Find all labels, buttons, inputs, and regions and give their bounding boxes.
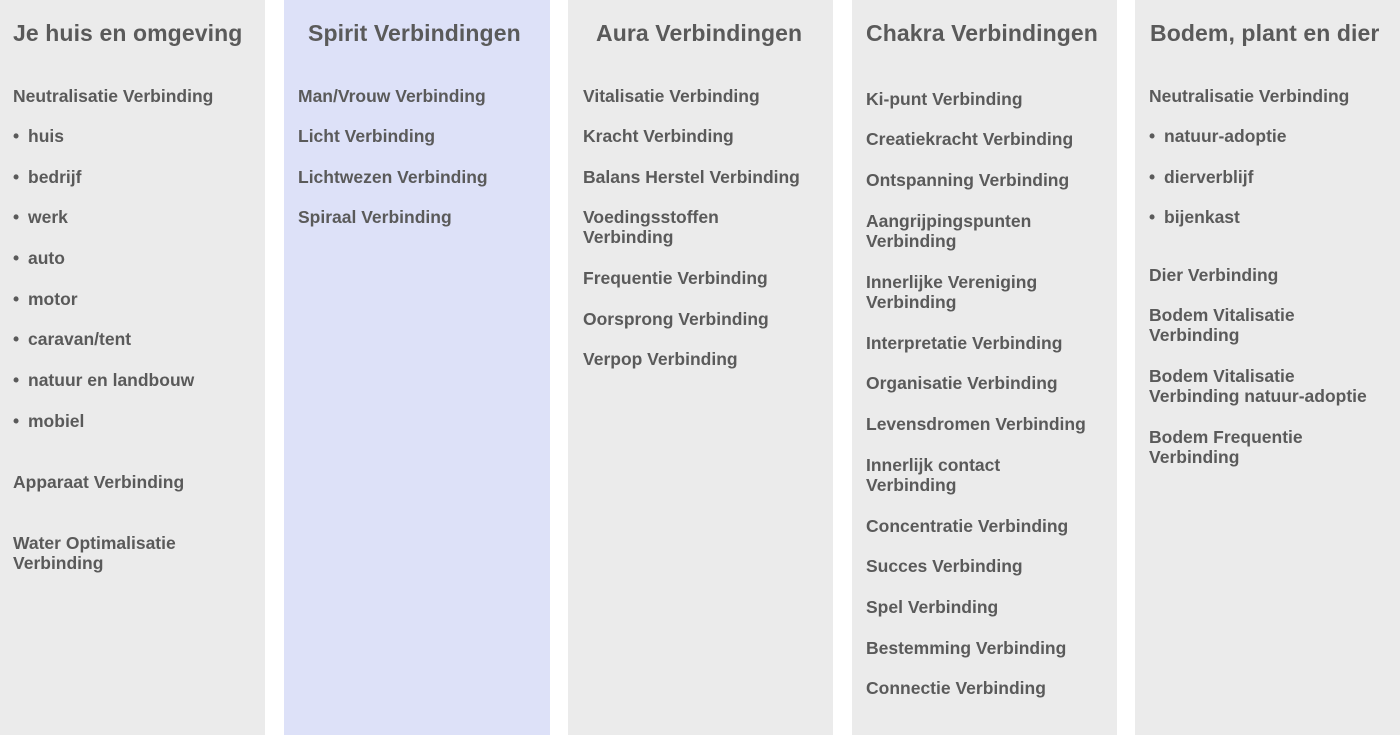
column-huis-omgeving — [0, 0, 265, 735]
menu-item-water-optimalisatie[interactable]: Water Optimalisatie Verbinding — [13, 533, 176, 573]
column-aura — [568, 0, 833, 735]
menu-item-bestemming[interactable]: Bestemming Verbinding — [866, 638, 1067, 658]
column-bodem-plant-dier — [1135, 0, 1400, 735]
column-title[interactable]: Bodem, plant en dier — [1150, 20, 1380, 46]
menu-item-innerlijk-contact[interactable]: Innerlijk contact Verbinding — [866, 455, 1001, 495]
menu-item-concentratie[interactable]: Concentratie Verbinding — [866, 516, 1069, 536]
column-title[interactable]: Chakra Verbindingen — [866, 20, 1098, 46]
menu-item-balans-herstel[interactable]: Balans Herstel Verbinding — [583, 167, 800, 187]
menu-item-kracht[interactable]: Kracht Verbinding — [583, 126, 734, 146]
menu-item-neutralisatie[interactable]: Neutralisatie Verbinding — [1149, 86, 1350, 106]
menu-item-dier[interactable]: Dier Verbinding — [1149, 265, 1279, 285]
menu-item-interpretatie[interactable]: Interpretatie Verbinding — [866, 333, 1063, 353]
menu-item-bodem-vitalisatie-natuur-adoptie[interactable]: Bodem Vitalisatie Verbinding natuur-adoptie — [1149, 366, 1367, 406]
menu-item-connectie[interactable]: Connectie Verbinding — [866, 678, 1046, 698]
menu-item-aangrijpingspunten[interactable]: Aangrijpingspunten Verbinding — [866, 211, 1032, 251]
menu-item-bodem-vitalisatie[interactable]: Bodem Vitalisatie Verbinding — [1149, 305, 1295, 345]
column-title[interactable]: Je huis en omgeving — [13, 20, 243, 46]
menu-item-oorsprong[interactable]: Oorsprong Verbinding — [583, 309, 769, 329]
menu-item-licht[interactable]: Licht Verbinding — [298, 126, 436, 146]
menu-item-bijenkast[interactable]: • bijenkast — [1149, 207, 1240, 227]
menu-item-organisatie[interactable]: Organisatie Verbinding — [866, 373, 1058, 393]
menu-item-mobiel[interactable]: • mobiel — [13, 411, 84, 431]
menu-item-bodem-frequentie[interactable]: Bodem Frequentie Verbinding — [1149, 427, 1303, 467]
menu-item-ki-punt[interactable]: Ki-punt Verbinding — [866, 89, 1023, 109]
menu-item-man-vrouw[interactable]: Man/Vrouw Verbinding — [298, 86, 486, 106]
menu-item-creatiekracht[interactable]: Creatiekracht Verbinding — [866, 129, 1074, 149]
menu-item-levensdromen[interactable]: Levensdromen Verbinding — [866, 414, 1086, 434]
menu-item-succes[interactable]: Succes Verbinding — [866, 556, 1023, 576]
column-title[interactable]: Spirit Verbindingen — [308, 20, 521, 46]
menu-item-frequentie[interactable]: Frequentie Verbinding — [583, 268, 768, 288]
menu-item-spiraal[interactable]: Spiraal Verbinding — [298, 207, 452, 227]
menu-item-caravan[interactable]: • caravan/tent — [13, 329, 131, 349]
menu-item-lichtwezen[interactable]: Lichtwezen Verbinding — [298, 167, 488, 187]
menu-item-vitalisatie[interactable]: Vitalisatie Verbinding — [583, 86, 760, 106]
menu-item-verpop[interactable]: Verpop Verbinding — [583, 349, 738, 369]
menu-item-ontspanning[interactable]: Ontspanning Verbinding — [866, 170, 1070, 190]
column-chakra — [852, 0, 1117, 735]
menu-item-bedrijf[interactable]: • bedrijf — [13, 167, 81, 187]
menu-item-huis[interactable]: • huis — [13, 126, 64, 146]
menu-item-neutralisatie[interactable]: Neutralisatie Verbinding — [13, 86, 214, 106]
menu-item-natuur-landbouw[interactable]: • natuur en landbouw — [13, 370, 194, 390]
menu-item-motor[interactable]: • motor — [13, 289, 78, 309]
menu-item-voedingsstoffen[interactable]: Voedingsstoffen Verbinding — [583, 207, 719, 247]
menu-item-apparaat[interactable]: Apparaat Verbinding — [13, 472, 185, 492]
menu-item-spel[interactable]: Spel Verbinding — [866, 597, 999, 617]
menu-item-auto[interactable]: • auto — [13, 248, 65, 268]
menu-item-innerlijke-vereniging[interactable]: Innerlijke Vereniging Verbinding — [866, 272, 1038, 312]
column-title[interactable]: Aura Verbindingen — [596, 20, 803, 46]
menu-item-werk[interactable]: • werk — [13, 207, 68, 227]
menu-item-dierverblijf[interactable]: • dierverblijf — [1149, 167, 1253, 187]
column-spirit — [284, 0, 550, 735]
menu-item-natuur-adoptie[interactable]: • natuur-adoptie — [1149, 126, 1287, 146]
